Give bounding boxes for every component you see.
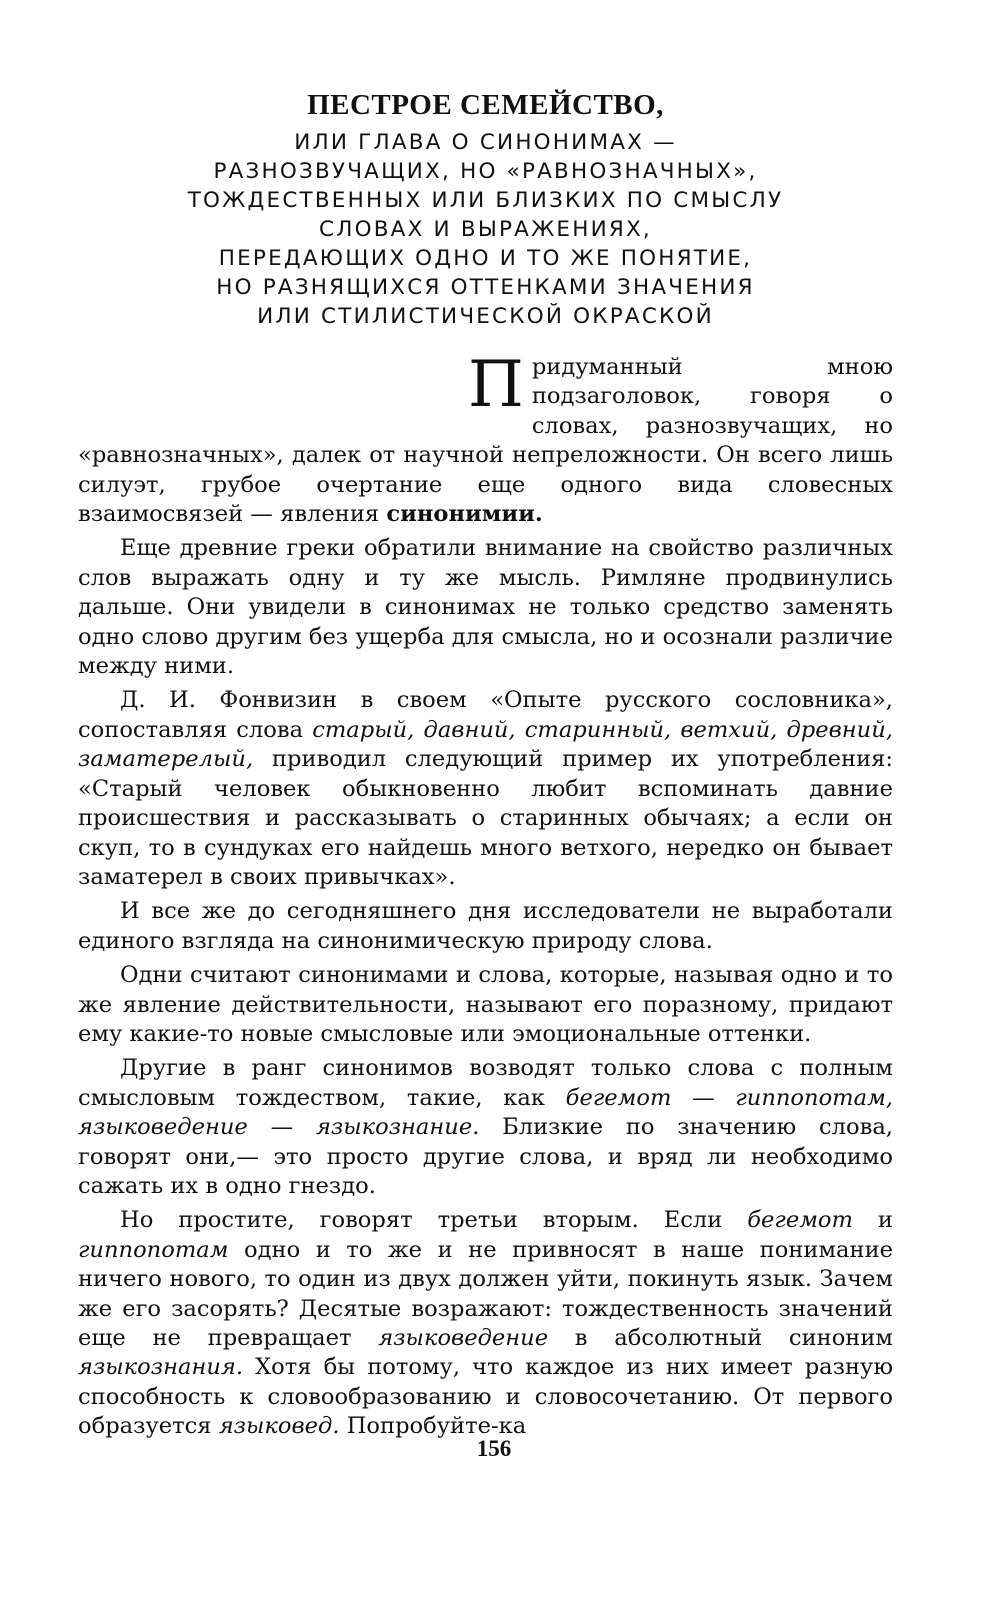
italic-word: языкознания. bbox=[78, 1354, 244, 1381]
text-run: Но простите, говорят третьи вторым. Если bbox=[120, 1207, 748, 1234]
paragraph-4: И все же до сегодняшнего дня исследователи не выработали единого взгляда на синонимическую природу слова. bbox=[78, 898, 893, 954]
italic-word: языковедение — языкознание. bbox=[78, 1114, 480, 1141]
subtitle-line: ИЛИ ГЛАВА О СИНОНИМАХ — bbox=[294, 130, 677, 155]
chapter-title: ПЕСТРОЕ СЕМЕЙСТВО, bbox=[307, 89, 664, 121]
body-text bbox=[78, 348, 893, 1442]
paragraph-7 bbox=[78, 1206, 893, 1441]
italic-word: заматерелый, bbox=[78, 746, 254, 773]
page-number: 156 bbox=[476, 1436, 512, 1461]
paragraph-3 bbox=[78, 686, 893, 892]
italic-word: гиппопотам bbox=[78, 1236, 229, 1263]
paragraph-2: Еще древние греки обратили внимание на свойство различных слов выражать одну и ту же мысль. Римляне продвинулись дальше. Они увидели в синонимах не только средство заменять одно слово другим без ущерба для смысла, но и осознали различие между ними. bbox=[78, 535, 893, 680]
text-run: и bbox=[852, 1207, 893, 1234]
drop-cap: П bbox=[468, 348, 524, 422]
text-run bbox=[671, 717, 680, 743]
italic-word: языковедение bbox=[378, 1325, 549, 1351]
text-run: приводил следующий пример их употребления: «Старый человек обыкновенно любит вспоминать давние происшествия и рассказывать о старинных обычаях; а если он скуп, то в сундуках его найдешь много ветхого, нередко он бывает заматерел в своих привычках». bbox=[78, 746, 893, 890]
chapter-subtitle bbox=[78, 128, 893, 331]
subtitle-line: СЛОВАХ И ВЫРАЖЕНИЯХ, bbox=[319, 217, 652, 242]
italic-word: бегемот bbox=[747, 1207, 853, 1234]
subtitle-line: ИЛИ СТИЛИСТИЧЕСКОЙ ОКРАСКОЙ bbox=[257, 304, 714, 329]
term-synonymy: синонимии. bbox=[386, 501, 543, 528]
text-run: Хотя бы потому, что каждое из них имеет разную способность к словообразованию и словосочетанию. От первого образуется bbox=[78, 1354, 893, 1440]
italic-word: старый, bbox=[312, 716, 415, 743]
italic-word: древний, bbox=[786, 716, 893, 743]
text-run: Близкие по значению слова, говорят они,— это просто другие слова, и вряд ли необходимо сажать их в одно гнездо. bbox=[78, 1114, 893, 1199]
text-run bbox=[414, 717, 423, 743]
subtitle-line: ТОЖДЕСТВЕННЫХ ИЛИ БЛИЗКИХ ПО СМЫСЛУ bbox=[187, 188, 784, 213]
text-run: в абсолютный синоним bbox=[548, 1325, 893, 1351]
text-run: Д. И. Фонвизин в своем «Опыте русского сословника», сопоставляя слова bbox=[78, 687, 893, 743]
text-run: одно и то же и не привносят в наше понимание ничего нового, то один из двух должен уйти, покинуть язык. Зачем же его засорять? Десятые возражают: тождественность значений еще не превращает bbox=[78, 1236, 893, 1351]
italic-word: старинный, bbox=[524, 716, 672, 743]
paragraph-1 bbox=[78, 348, 893, 529]
text-run: Другие в ранг синонимов возводят только слова с полным смысловым тождеством, такие, как bbox=[78, 1055, 893, 1111]
text-run: Попробуйте-ка bbox=[339, 1413, 527, 1440]
italic-word: языковед. bbox=[218, 1413, 340, 1440]
italic-word: давний, bbox=[423, 716, 516, 743]
text-run bbox=[516, 717, 525, 743]
paragraph-6 bbox=[78, 1054, 893, 1201]
paragraph-5: Одни считают синонимами и слова, которые, называя одно и то же явление действительности, называют его поразному, придают ему какие-то новые смысловые или эмоциональные оттенки. bbox=[78, 962, 893, 1047]
subtitle-line: НО РАЗНЯЩИХСЯ ОТТЕНКАМИ ЗНАЧЕНИЯ bbox=[216, 275, 755, 300]
italic-word: бегемот — гиппопотам, bbox=[565, 1084, 893, 1111]
subtitle-line: ПЕРЕДАЮЩИХ ОДНО И ТО ЖЕ ПОНЯТИЕ, bbox=[218, 246, 753, 271]
paragraph-1-text: ридуманный мною подзаголовок, говоря о словах, разнозвучащих, но «равнозначных», далек от научной непреложности. Он всего лишь силуэт, грубое очертание еще одного вида словесных взаимосвязей — явления bbox=[78, 354, 893, 528]
italic-word: ветхий, bbox=[680, 716, 778, 743]
subtitle-line: РАЗНОЗВУЧАЩИХ, НО «РАВНОЗНАЧНЫХ», bbox=[213, 159, 758, 184]
